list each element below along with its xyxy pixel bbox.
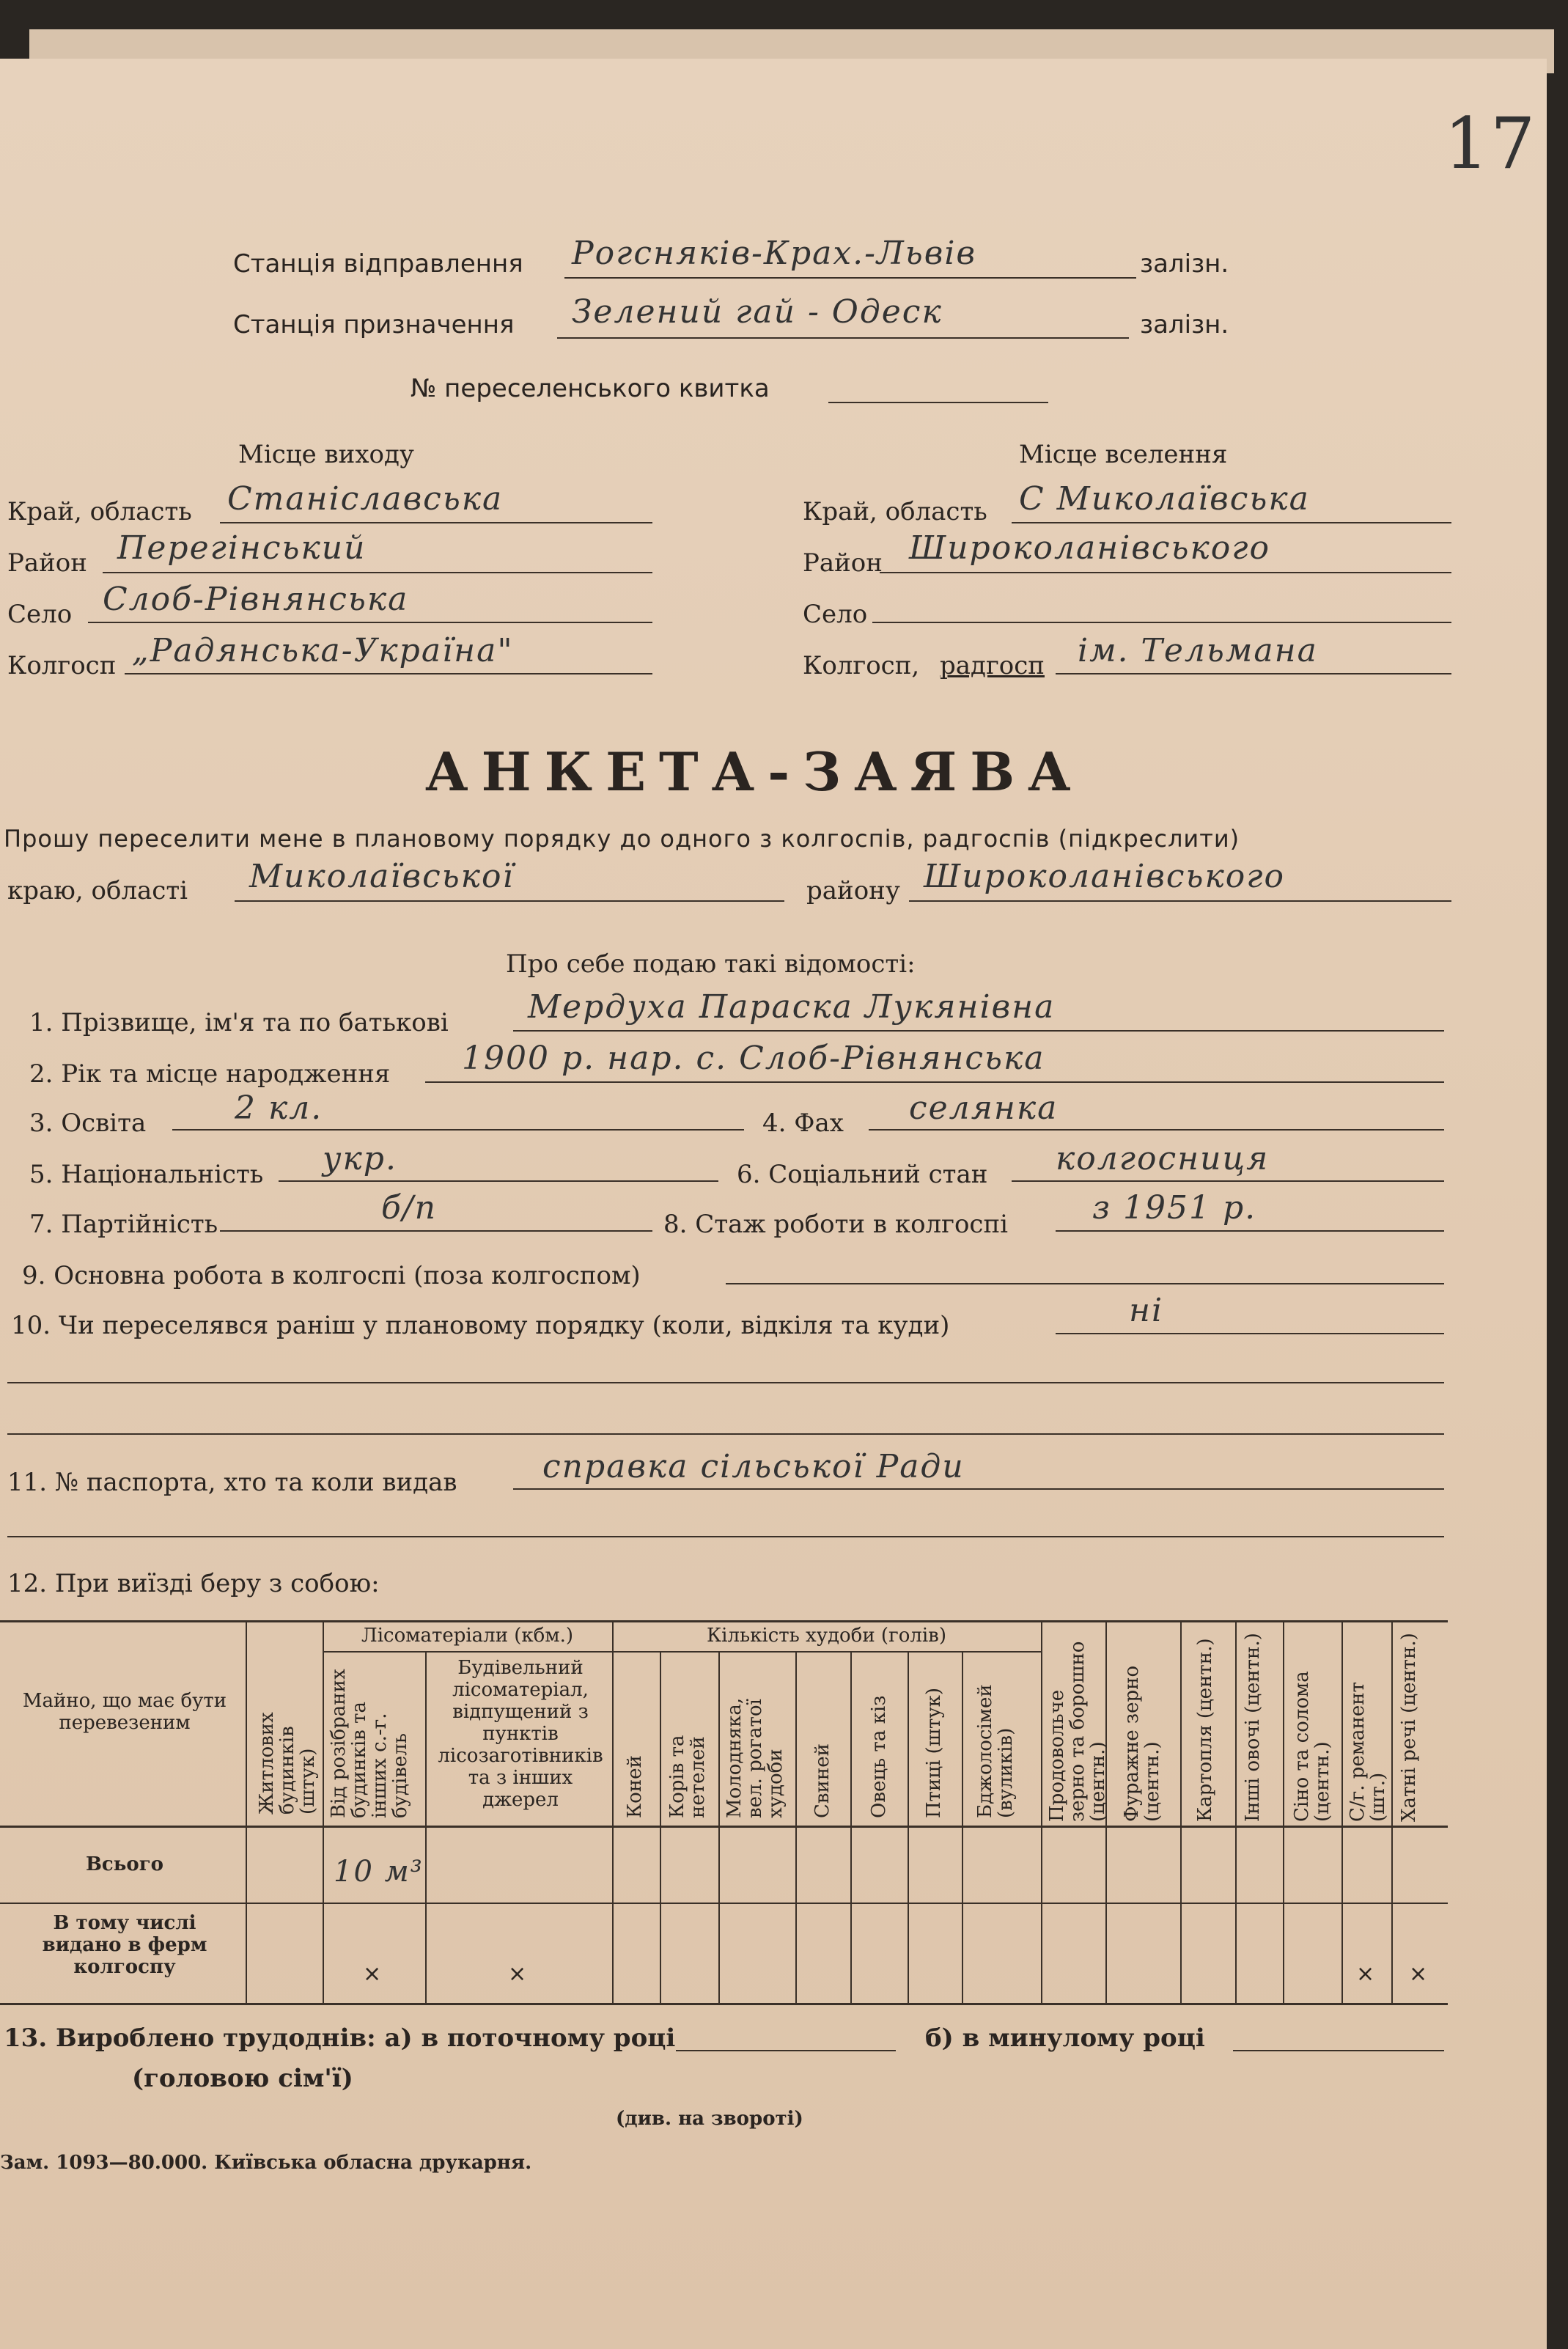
request-region-value: Миколаївської <box>249 858 515 895</box>
field-9-line <box>726 1283 1444 1284</box>
field-12-label: 12. При виїзді беру з собою: <box>7 1569 380 1598</box>
dest-village-label: Село <box>803 600 868 629</box>
col-potatoes-header: Картопля (центн.) <box>1194 1638 1216 1822</box>
col-feed-grain-header: Фуражне зерно (центн.) <box>1121 1665 1163 1822</box>
col-young-cattle-header: Молодняка, вел. рогатої худоби <box>724 1697 787 1818</box>
field-10-label: 10. Чи переселявся раніш у плановому порядку (коли, відкіля та куди) <box>11 1311 950 1340</box>
col-houses-header: Житлових будинків (штук) <box>256 1712 319 1815</box>
col-beehives-header: Бджолосімей (вуликів) <box>974 1684 1017 1818</box>
field-13b-line <box>1233 2050 1444 2051</box>
request-line: Прошу переселити мене в плановому порядку до одного з колгоспів, радгоспів (підкреслити) <box>4 825 1240 853</box>
field-13-label: 13. Вироблено трудоднів: а) в поточному році <box>4 2023 676 2053</box>
origin-heading: Місце виходу <box>238 440 414 469</box>
timber-group-header: Лісоматеріали (кбм.) <box>361 1625 573 1647</box>
dest-kolhosp-label: Колгосп, <box>803 651 920 680</box>
field-2-value: 1900 р. нар. с. Слоб-Рівнянська <box>462 1040 1045 1077</box>
request-district-line <box>909 900 1451 902</box>
dest-radhosp-label: радгосп <box>940 651 1045 680</box>
field-8-label: 8. Стаж роботи в колгоспі <box>663 1210 1009 1239</box>
dest-district-line <box>880 572 1451 573</box>
origin-village-label: Село <box>7 600 73 629</box>
field-4-line <box>869 1129 1444 1131</box>
origin-region-value: Станіславська <box>227 480 504 518</box>
cross-mark: × <box>1409 1961 1428 1987</box>
origin-region-label: Край, область <box>7 497 192 526</box>
col-vegetables-header: Інші овочі (центн.) <box>1242 1633 1264 1822</box>
col-hay-header: Сіно та солома (центн.) <box>1291 1671 1333 1822</box>
request-region-line <box>235 900 784 902</box>
field-5-value: укр. <box>323 1140 397 1177</box>
request-region-label: краю, області <box>7 876 188 905</box>
cross-mark: × <box>363 1961 382 1987</box>
col-poultry-header: Птиці (штук) <box>923 1687 945 1818</box>
field-7-value: б/п <box>381 1189 438 1227</box>
field-13b-label: б) в минулому році <box>925 2023 1205 2053</box>
field-4-label: 4. Фах <box>762 1109 844 1138</box>
form-title: АНКЕТА-ЗАЯВА <box>425 740 1084 803</box>
field-8-value: з 1951 р. <box>1092 1189 1257 1227</box>
field-8-line <box>1056 1230 1444 1232</box>
origin-kolhosp-value: „Радянська-Україна" <box>132 632 514 669</box>
destination-suffix: залізн. <box>1140 310 1229 339</box>
field-1-line <box>513 1030 1444 1032</box>
field-13-sublabel: (головою сім'ї) <box>132 2064 353 2093</box>
field-6-value: колгосниця <box>1056 1140 1270 1177</box>
field-2-line <box>425 1081 1444 1083</box>
row-total-label: Всього <box>85 1853 164 1875</box>
about-heading: Про себе подаю такі відомості: <box>506 949 916 979</box>
field-4-value: селянка <box>909 1089 1059 1127</box>
destination-heading: Місце вселення <box>1019 440 1228 469</box>
request-district-value: Широколанівського <box>924 858 1285 895</box>
destination-line <box>557 337 1129 339</box>
dest-region-value: С Миколаївська <box>1019 480 1310 518</box>
dest-region-label: Край, область <box>803 497 987 526</box>
row-issued-label: В тому числі видано в ферм колгоспу <box>42 1912 207 1978</box>
col-household-header: Хатні речі (центн.) <box>1398 1633 1420 1822</box>
field-11-line <box>513 1488 1444 1490</box>
departure-line <box>564 277 1136 279</box>
origin-region-line <box>220 522 652 523</box>
field-3-line <box>172 1129 744 1131</box>
field-7-label: 7. Партійність <box>29 1210 218 1239</box>
dest-kolhosp-line <box>1056 673 1451 674</box>
belongings-table <box>0 1620 1448 2006</box>
print-info: Зам. 1093—80.000. Київська обласна друкарня. <box>0 2152 532 2174</box>
dest-kolhosp-value: ім. Тельмана <box>1078 632 1318 669</box>
field-10-line <box>1056 1333 1444 1334</box>
row-total-timber-value: 10 м³ <box>334 1855 424 1889</box>
dest-district-label: Район <box>803 548 883 578</box>
field-11-value: справка сільської Ради <box>542 1448 965 1485</box>
origin-village-line <box>88 622 652 623</box>
field-3-value: 2 кл. <box>235 1089 323 1127</box>
origin-district-label: Район <box>7 548 87 578</box>
ticket-number-label: № переселенського квитка <box>411 374 770 403</box>
see-back-note: (див. на звороті) <box>616 2108 803 2130</box>
col-horses-header: Коней <box>624 1755 646 1818</box>
field-5-label: 5. Національність <box>29 1160 264 1189</box>
field-10-line-2 <box>7 1382 1444 1383</box>
origin-village-value: Слоб-Рівнянська <box>103 581 409 618</box>
col-cows-header: Корів та нетелей <box>666 1735 709 1818</box>
col-pigs-header: Свиней <box>811 1743 833 1818</box>
field-3-label: 3. Освіта <box>29 1109 147 1138</box>
field-1-label: 1. Прізвище, ім'я та по батькові <box>29 1008 449 1037</box>
dest-village-line <box>872 622 1451 623</box>
dest-region-line <box>1012 522 1451 523</box>
col-building-header: Будівельний лісоматеріал, відпущений з пунктів лісозаготівників та з інших джерел <box>438 1657 603 1811</box>
destination-station-value: Зелений гай - Одеск <box>572 293 943 331</box>
col-dismantled-header: Від розібраних будинків та інших с.-г. будівель <box>328 1669 411 1818</box>
field-6-line <box>1012 1180 1444 1182</box>
field-7-line <box>220 1230 652 1232</box>
ticket-number-line <box>828 402 1048 403</box>
cross-mark: × <box>508 1961 527 1987</box>
departure-station-value: Рогсняків-Крах.-Львів <box>572 235 976 272</box>
departure-suffix: залізн. <box>1140 249 1229 279</box>
origin-district-value: Перегінський <box>117 529 367 567</box>
field-9-label: 9. Основна робота в колгоспі (поза колгоспом) <box>22 1261 641 1290</box>
field-10-value: ні <box>1129 1292 1164 1329</box>
destination-station-label: Станція призначення <box>233 310 515 339</box>
field-13a-line <box>676 2050 896 2051</box>
col-equipment-header: С/г. реманент (шт.) <box>1347 1682 1389 1822</box>
livestock-group-header: Кількість худоби (голів) <box>707 1625 946 1647</box>
cross-mark: × <box>1356 1961 1375 1987</box>
field-5-line <box>279 1180 718 1182</box>
dest-district-value: Широколанівського <box>909 529 1270 567</box>
col-item-header: Майно, що має бути перевезеним <box>22 1690 227 1734</box>
corner-archive-mark: 17 <box>1444 103 1537 185</box>
field-1-value: Мердуха Параска Лукянівна <box>528 988 1056 1026</box>
field-2-label: 2. Рік та місце народження <box>29 1059 391 1089</box>
request-district-label: району <box>806 876 900 905</box>
col-sheep-header: Овець та кіз <box>868 1695 890 1818</box>
field-6-label: 6. Соціальний стан <box>737 1160 988 1189</box>
origin-kolhosp-line <box>125 673 652 674</box>
field-10-line-3 <box>7 1433 1444 1435</box>
origin-district-line <box>103 572 652 573</box>
departure-station-label: Станція відправлення <box>233 249 523 279</box>
field-11-line-2 <box>7 1536 1444 1537</box>
field-11-label: 11. № паспорта, хто та коли видав <box>7 1468 457 1497</box>
col-food-grain-header: Продовольче зерно та борошно (центн.) <box>1046 1641 1109 1822</box>
origin-kolhosp-label: Колгосп <box>7 651 117 680</box>
